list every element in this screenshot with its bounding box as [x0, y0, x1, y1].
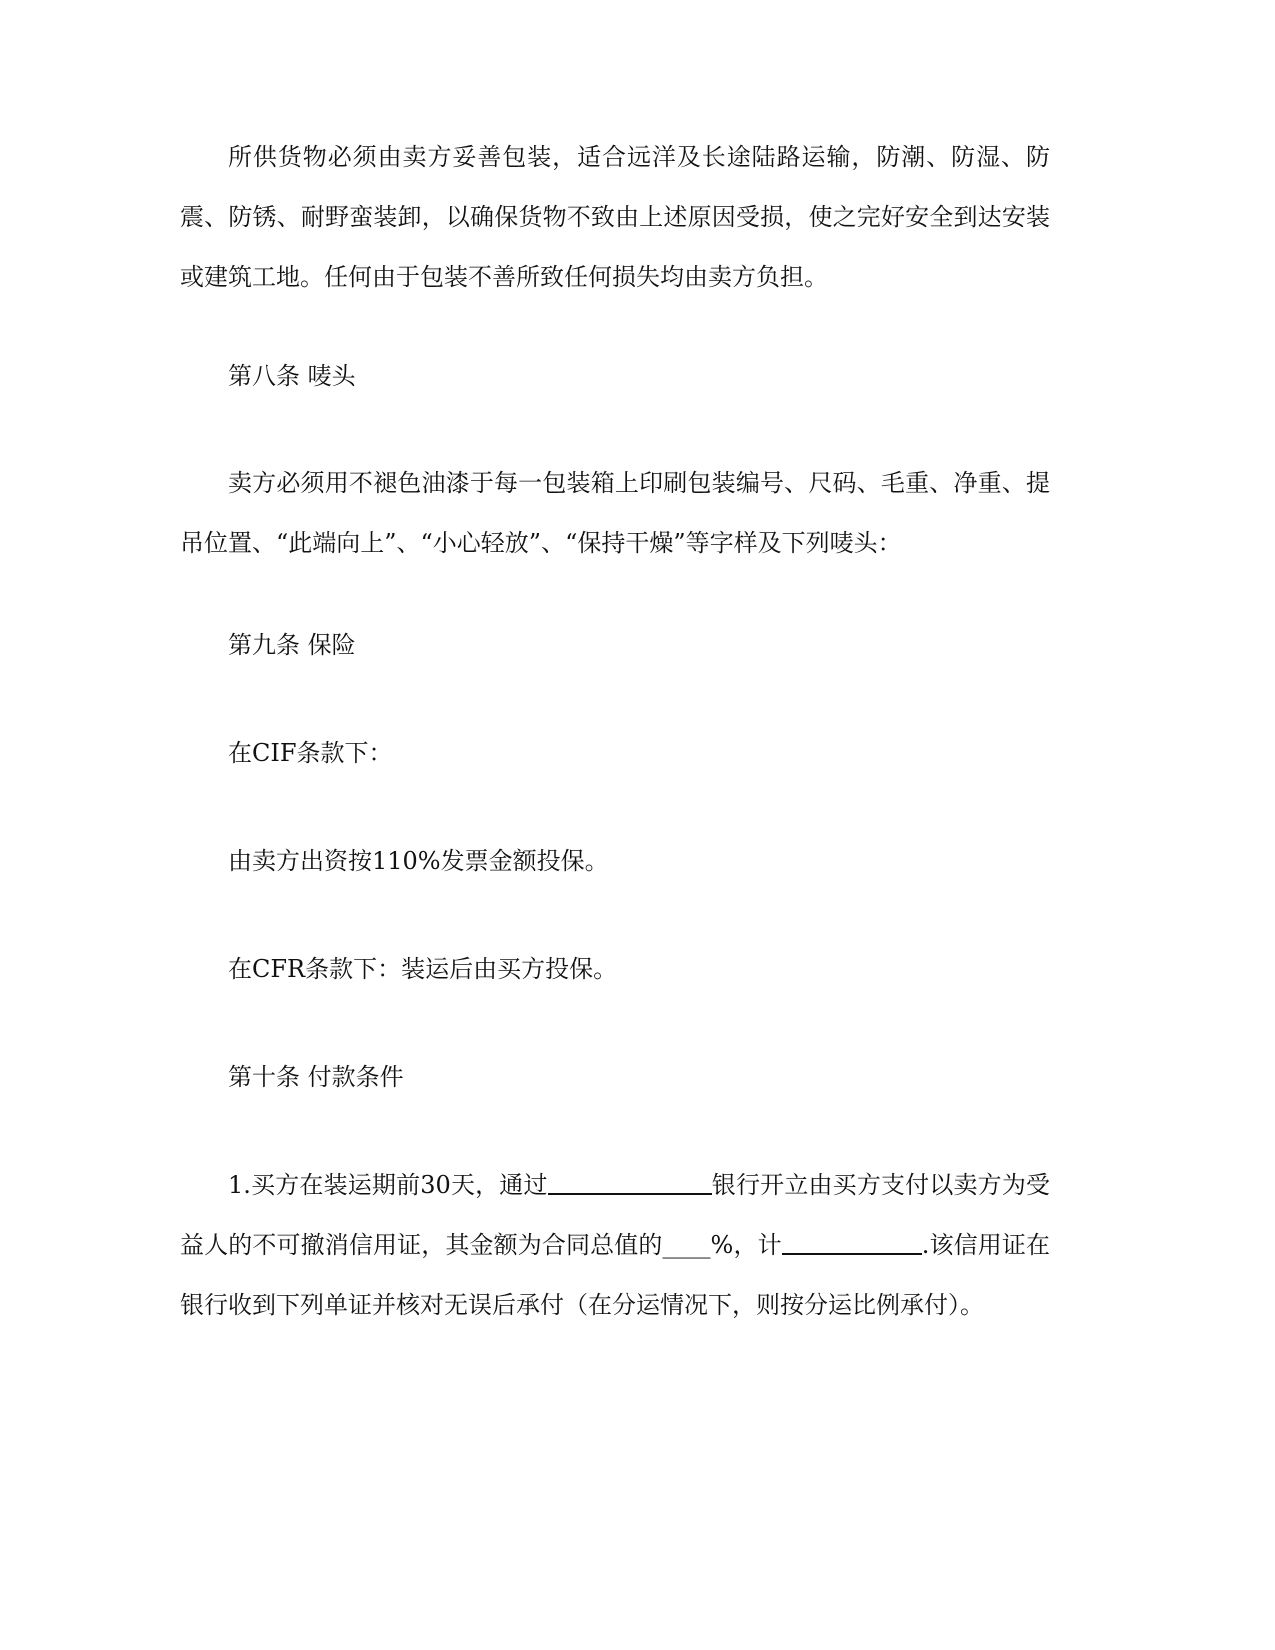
amount-blank [782, 1229, 922, 1255]
payment-text-part-3: .该信用证在银行收到下列单证并核对无误后承付（在分运情况下，则按分运比例承付）。 [180, 1231, 1050, 1319]
payment-paragraph [180, 1155, 1050, 1335]
marks-paragraph: 卖方必须用不褪色油漆于每一包装箱上印刷包装编号、尺码、毛重、净重、提吊位置、“此端向上”、“小心轻放”、“保持干燥”等字样及下列唛头： [180, 469, 1050, 557]
packing-paragraph: 所供货物必须由卖方妥善包装，适合远洋及长途陆路运输，防潮、防湿、防震、防锈、耐野蛮装卸，以确保货物不致由上述原因受损，使之完好安全到达安装或建筑工地。任何由于包装不善所致任何损失均由卖方负担。 [180, 143, 1050, 291]
article-10-heading: 第十条 付款条件 [228, 1063, 404, 1091]
payment-text-part-2: 银行开立由买方支付以卖方为受益人的不可撤消信用证，其金额为合同总值的____%，计 [180, 1171, 1051, 1259]
payment-text-part-1: 1.买方在装运期前30天，通过 [228, 1171, 548, 1199]
article-8-heading: 第八条 唛头 [228, 362, 356, 390]
bank-name-blank [548, 1169, 712, 1195]
article-9-heading: 第九条 保险 [228, 631, 356, 659]
cif-text: 由卖方出资按110%发票金额投保。 [228, 847, 609, 875]
cif-label: 在CIF条款下： [228, 739, 393, 767]
cfr-text: 在CFR条款下：装运后由买方投保。 [228, 955, 618, 983]
